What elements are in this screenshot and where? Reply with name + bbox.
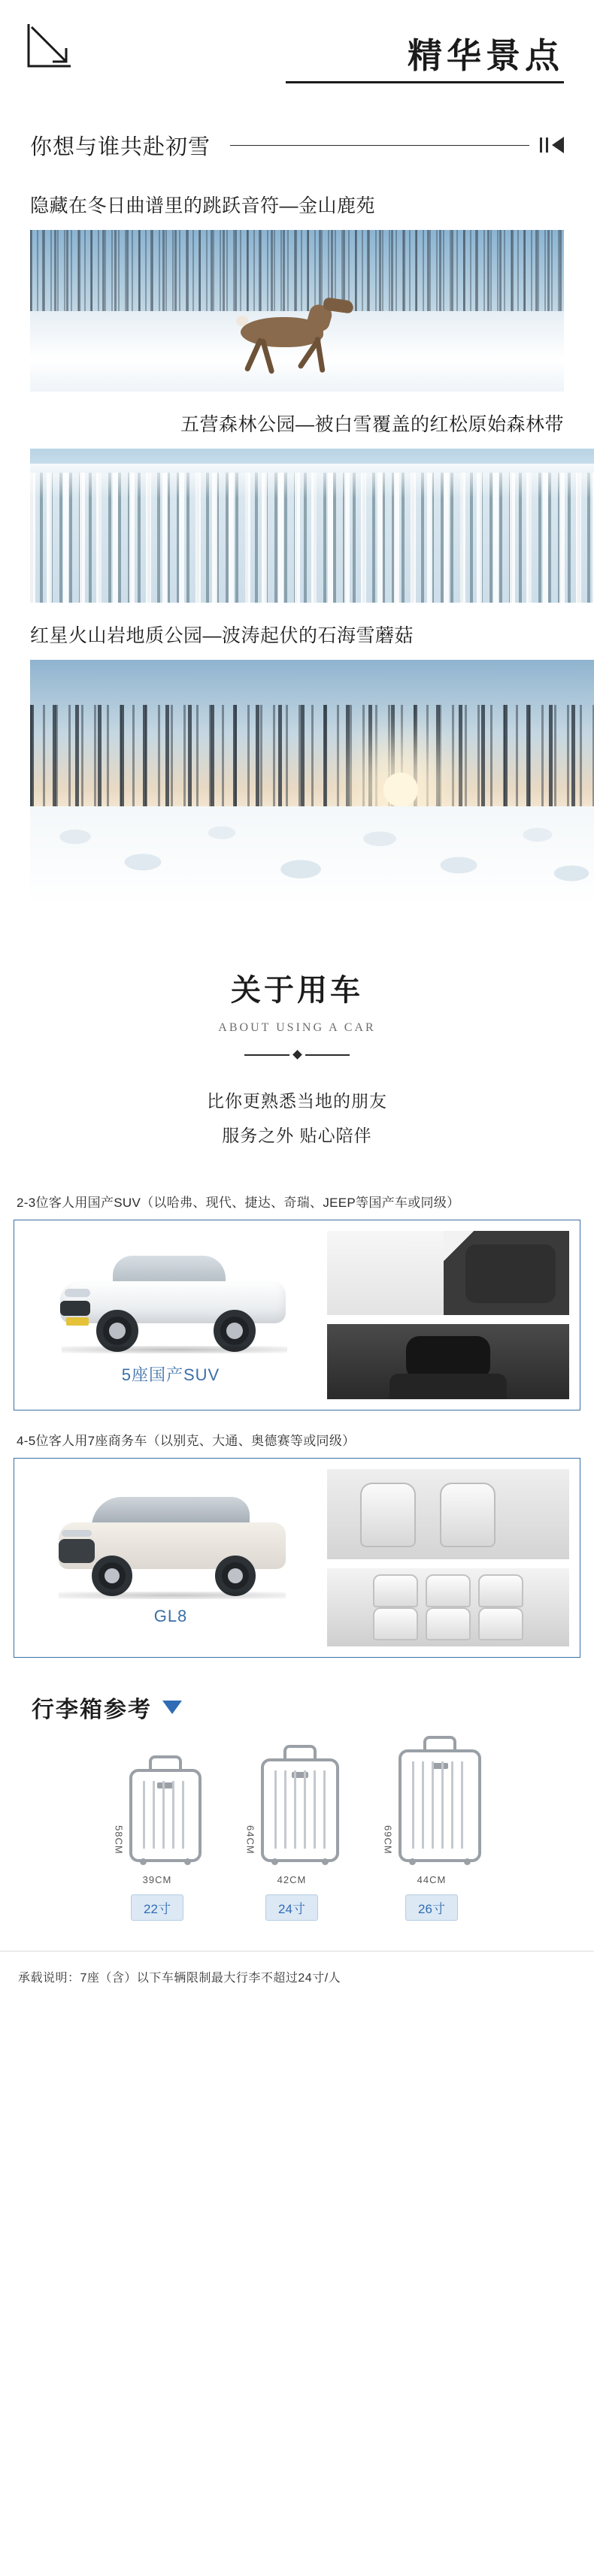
mpv-second-row-seats-photo bbox=[327, 1469, 569, 1559]
triangle-down-icon bbox=[162, 1701, 182, 1714]
luggage-title: 行李箱参考 bbox=[32, 1698, 152, 1722]
about-divider bbox=[244, 1051, 350, 1058]
luggage-height-label: 64CM bbox=[244, 1825, 256, 1855]
about-line-2: 服务之外 贴心陪伴 bbox=[222, 1126, 372, 1145]
luggage-item bbox=[114, 1769, 202, 1921]
about-car-section bbox=[0, 912, 594, 1172]
suv-door-interior-photo bbox=[327, 1231, 569, 1315]
suitcase-icon bbox=[129, 1769, 202, 1862]
car-label: 5座国产SUV bbox=[121, 1365, 220, 1384]
car-note: 2-3位客人用国产SUV（以哈弗、现代、捷达、奇瑞、JEEP等国产车或同级） bbox=[17, 1196, 460, 1210]
luggage-size-badge: 22寸 bbox=[131, 1894, 183, 1921]
car-label: GL8 bbox=[153, 1607, 188, 1625]
car-thumbs bbox=[327, 1231, 569, 1399]
spot-caption: 隐藏在冬日曲谱里的跳跃音符—金山鹿苑 bbox=[30, 195, 376, 216]
spot-section-volcano bbox=[0, 607, 594, 908]
volcano-snow-sunset-photo bbox=[30, 660, 594, 908]
about-title: 关于用车 bbox=[231, 972, 363, 1008]
car-photo-area bbox=[25, 1231, 317, 1399]
subtitle-divider bbox=[230, 145, 529, 146]
luggage-height-label: 69CM bbox=[382, 1825, 394, 1855]
luggage-width-label: 39CM bbox=[142, 1874, 172, 1885]
play-triangle-icon bbox=[552, 137, 564, 153]
luggage-row bbox=[14, 1749, 580, 1921]
subtitle-icons bbox=[540, 137, 564, 153]
suv-headrest-photo bbox=[327, 1324, 569, 1399]
about-subtitle: ABOUT USING A CAR bbox=[218, 1021, 376, 1034]
luggage-width-label: 42CM bbox=[277, 1874, 307, 1885]
car-card bbox=[14, 1458, 580, 1658]
about-line-1: 比你更熟悉当地的朋友 bbox=[207, 1091, 387, 1111]
footer-note: 承载说明：7座（含）以下车辆限制最大行李不超过24寸/人 bbox=[0, 1951, 594, 2005]
spot-section-forest bbox=[0, 396, 594, 603]
header-rule bbox=[286, 81, 564, 83]
luggage-size-badge: 24寸 bbox=[265, 1894, 318, 1921]
luggage-width-label: 44CM bbox=[417, 1874, 447, 1885]
suitcase-icon bbox=[399, 1749, 481, 1862]
luggage-item bbox=[383, 1749, 481, 1921]
luggage-section bbox=[0, 1658, 594, 1921]
luggage-size-badge: 26寸 bbox=[405, 1894, 458, 1921]
subtitle-bar bbox=[0, 113, 594, 177]
white-suv-photo bbox=[47, 1245, 295, 1350]
snow-forest-photo bbox=[30, 449, 594, 603]
arrow-down-right-icon bbox=[27, 23, 75, 71]
mpv-cabin-seats-photo bbox=[327, 1568, 569, 1646]
white-mpv-photo bbox=[47, 1489, 295, 1595]
page-title: 精华景点 bbox=[408, 35, 564, 76]
car-thumbs bbox=[327, 1469, 569, 1646]
car-photo-area bbox=[25, 1469, 317, 1646]
car-block-suv bbox=[0, 1192, 594, 1410]
luggage-item bbox=[245, 1758, 339, 1921]
subtitle-text: 你想与谁共赴初雪 bbox=[30, 135, 211, 159]
car-card bbox=[14, 1220, 580, 1410]
deer-in-snow-photo bbox=[30, 230, 564, 392]
car-note: 4-5位客人用7座商务车（以别克、大通、奥德赛等或同级） bbox=[17, 1434, 356, 1448]
spot-caption: 红星火山岩地质公园—波涛起伏的石海雪蘑菇 bbox=[30, 625, 414, 646]
luggage-header bbox=[14, 1691, 580, 1724]
about-lines bbox=[0, 1084, 594, 1153]
spot-section-deer bbox=[0, 177, 594, 392]
spot-caption: 五营森林公园—被白雪覆盖的红松原始森林带 bbox=[180, 414, 564, 435]
page-header bbox=[0, 0, 594, 113]
car-block-mpv bbox=[0, 1430, 594, 1658]
pause-bars-icon bbox=[540, 138, 548, 153]
suitcase-icon bbox=[261, 1758, 339, 1862]
luggage-height-label: 58CM bbox=[113, 1825, 125, 1855]
